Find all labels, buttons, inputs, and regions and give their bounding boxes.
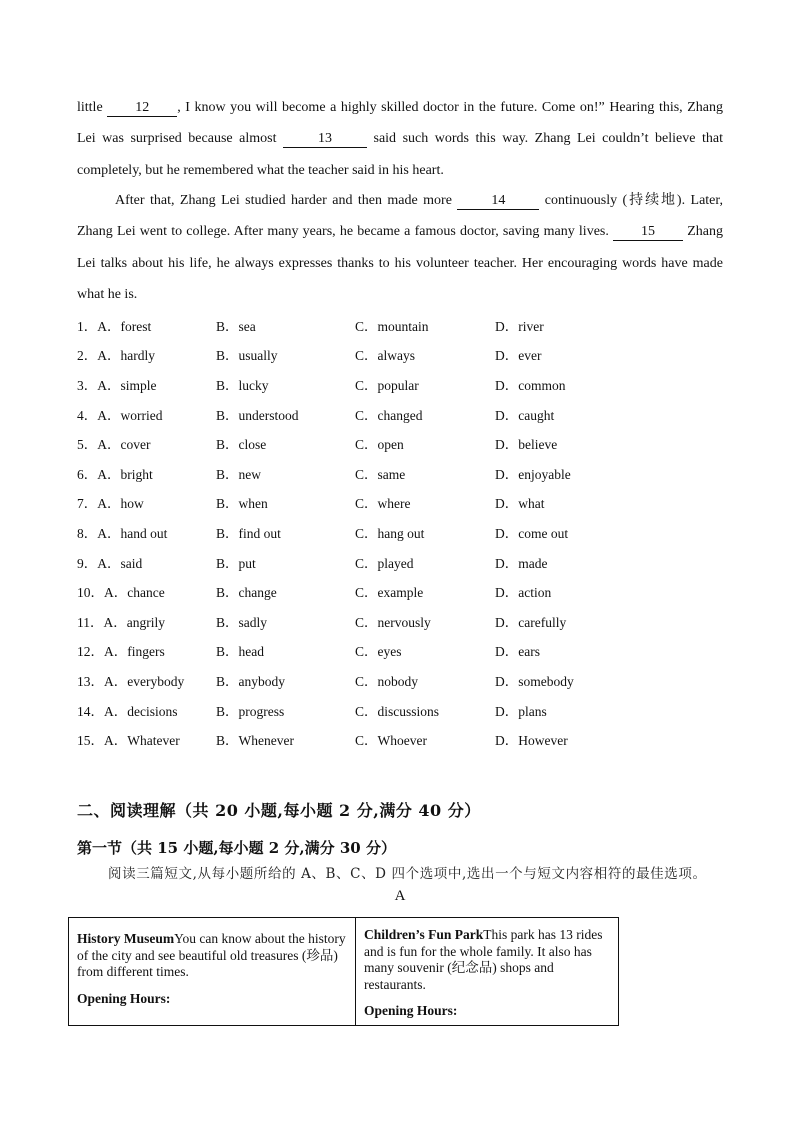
question-row [77,458,737,488]
passage-text: After that, Zhang Lei studied harder and then made more [115,193,458,208]
option-a: A．cover [97,437,151,453]
question-options-list [77,310,737,754]
question-number: 6． [77,466,98,482]
option-b: B．sadly [216,614,268,630]
option-d: D．action [495,585,552,601]
question-number: 10． [77,585,104,601]
option-b: B．sea [216,318,256,334]
option-a: A．how [97,496,144,512]
blank-15: 15 [613,224,683,241]
question-row [77,310,737,340]
fun-park-cell [356,918,618,1025]
question-row [77,340,737,370]
option-d: D．ever [495,348,542,364]
passage-letter: A [394,888,406,904]
passage-text: little [77,100,108,115]
history-museum-cell [69,918,356,1025]
option-c: C．same [355,466,406,482]
question-number: 13． [77,673,104,689]
blank-12: 12 [107,100,177,117]
option-b: B．anybody [216,673,285,689]
fun-park-title: Children’s Fun Park [364,927,484,942]
question-number: 14． [77,703,104,719]
option-b: B．usually [216,348,278,364]
option-d: D．somebody [495,673,574,689]
history-museum-text: You can know about the history of the city and see beautiful old treasures (珍品) from different times. [77,931,346,979]
option-a: A．simple [97,377,157,393]
option-c: C．hang out [355,525,425,541]
option-a: A．bright [97,466,153,482]
option-a: A．chance [104,585,165,601]
option-c: C．open [355,437,404,453]
option-a: A．said [97,555,143,571]
history-museum-hours: Opening Hours: [77,990,171,1006]
option-b: B．change [216,585,277,601]
question-row [77,369,737,399]
question-row [77,517,737,547]
option-c: C．nervously [355,614,431,630]
option-c: C．example [355,585,424,601]
question-row [77,576,737,606]
option-b: B．lucky [216,377,269,393]
option-a: A．Whatever [104,733,180,749]
question-number: 3． [77,377,98,393]
option-d: D．made [495,555,548,571]
question-number: 5． [77,437,98,453]
option-c: C．nobody [355,673,419,689]
question-number: 2． [77,348,98,364]
question-row [77,695,737,725]
option-d: D．believe [495,437,558,453]
option-b: B．new [216,466,261,482]
question-row [77,547,737,577]
option-a: A．hand out [97,525,168,541]
history-museum-title: History Museum [77,931,175,946]
section-instruction: 阅读三篇短文,从每小题所给的 A、B、C、D 四个选项中,选出一个与短文内容相符的最佳选项。 [108,866,707,882]
option-d: D．common [495,377,566,393]
passage-text: , I know you will become a highly skilled doctor in the future. Come on!” Hearing this, Zhang Lei was surprised because almost [77,100,723,147]
option-a: A．forest [97,318,152,334]
section-subheading: 第一节（共 15 小题,每小题 2 分,满分 30 分） [77,839,396,857]
blank-13: 13 [283,131,367,148]
question-row [77,636,737,666]
option-d: D．ears [495,644,540,660]
option-a: A．angrily [103,614,165,630]
question-number: 12． [77,644,104,660]
question-number: 9． [77,555,98,571]
info-table [68,917,619,1026]
option-b: B．when [216,496,268,512]
passage-text: Zhang Lei talks about his life, he always expresses thanks to his volunteer teacher. Her encouraging words have made what he is. [77,224,723,302]
option-b: B．progress [216,703,285,719]
passage-text: continuously (持续地). Later, Zhang Lei went to college. After many years, he became a famous doctor, saving many lives. [77,193,723,240]
blank-14: 14 [457,193,539,210]
option-b: B．close [216,437,267,453]
passage-paragraph-2 [77,185,723,310]
question-row [77,724,737,754]
passage-text: said such words this way. Zhang Lei couldn’t believe that completely, but he remembered what the teacher said in his heart. [77,131,723,178]
option-a: A．fingers [104,644,165,660]
option-b: B．Whenever [216,733,294,749]
option-a: A．worried [97,407,163,423]
question-row [77,606,737,636]
question-row [77,488,737,518]
question-number: 11． [77,614,104,630]
passage-paragraph-1 [77,92,723,186]
option-c: C．played [355,555,414,571]
option-c: C．popular [355,377,419,393]
question-number: 7． [77,496,98,512]
option-a: A．decisions [104,703,178,719]
option-d: D．plans [495,703,547,719]
option-b: B．understood [216,407,299,423]
option-d: D．However [495,733,568,749]
option-b: B．find out [216,525,281,541]
question-row [77,665,737,695]
option-c: C．discussions [355,703,440,719]
option-d: D．enjoyable [495,466,571,482]
question-number: 4． [77,407,98,423]
question-number: 8． [77,525,98,541]
option-c: C．Whoever [355,733,427,749]
question-number: 1． [77,318,98,334]
option-a: A．everybody [104,673,185,689]
option-c: C．where [355,496,411,512]
option-d: D．caught [495,407,555,423]
option-b: B．head [216,644,264,660]
question-row [77,428,737,458]
fun-park-text: This park has 13 rides and is fun for the whole family. It also has many souvenir (纪念品) shops and restaurants. [364,927,603,992]
option-d: D．river [495,318,544,334]
section-heading: 二、阅读理解（共 20 小题,每小题 2 分,满分 40 分） [77,801,481,820]
question-row [77,399,737,429]
option-c: C．changed [355,407,423,423]
fun-park-hours: Opening Hours: [364,1003,458,1018]
option-d: D．carefully [495,614,567,630]
option-c: C．eyes [355,644,402,660]
option-c: C．always [355,348,415,364]
option-d: D．what [495,496,545,512]
option-d: D．come out [495,525,569,541]
question-number: 15． [77,733,104,749]
option-b: B．put [216,555,256,571]
option-c: C．mountain [355,318,429,334]
option-a: A．hardly [97,348,155,364]
